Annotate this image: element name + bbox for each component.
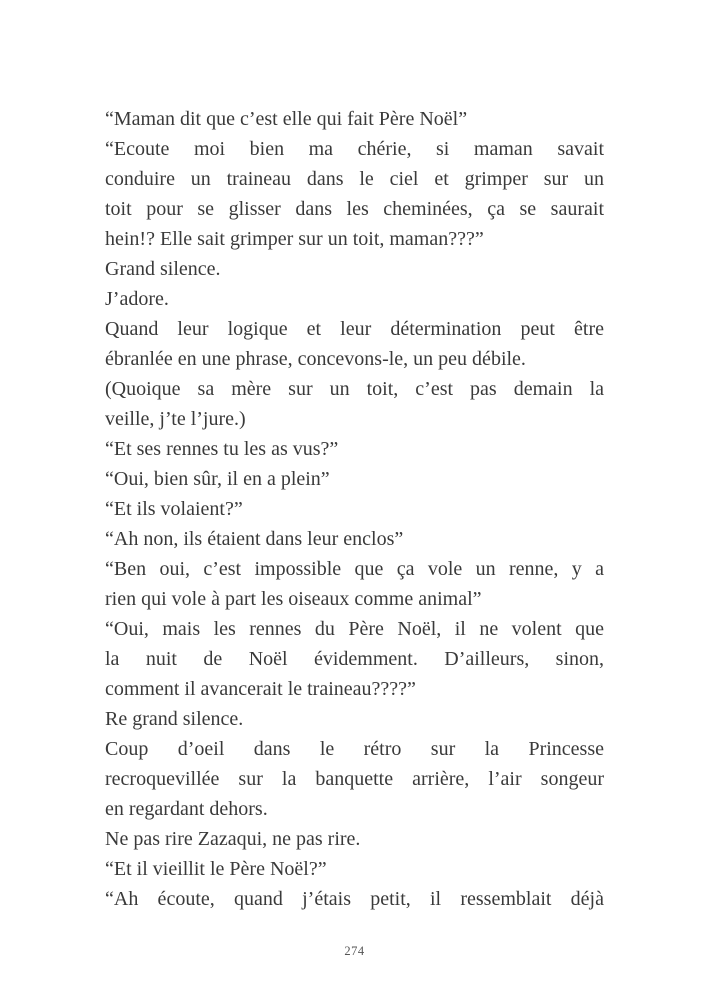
text-line: “Et ses rennes tu les as vus?” [105, 438, 339, 460]
text-line: “Et ils volaient?” [105, 498, 243, 520]
text-line: “Maman dit que c’est elle qui fait Père Noël” [105, 108, 468, 130]
text-line: hein!? Elle sait grimper sur un toit, maman???” [105, 228, 484, 250]
text-line: “Ah non, ils étaient dans leur enclos” [105, 528, 404, 550]
text-line: toit pour se glisser dans les cheminées, ça se saurait [105, 198, 604, 220]
text-line: recroquevillée sur la banquette arrière, l’air songeur [105, 768, 604, 790]
text-line: ébranlée en une phrase, concevons-le, un peu débile. [105, 348, 526, 370]
text-line: J’adore. [105, 288, 169, 310]
text-line: “Ecoute moi bien ma chérie, si maman savait [105, 138, 604, 160]
page-number: 274 [344, 944, 365, 958]
text-line: “Ah écoute, quand j’étais petit, il ressemblait déjà [105, 888, 604, 910]
text-line: Ne pas rire Zazaqui, ne pas rire. [105, 828, 361, 850]
text-line: “Ben oui, c’est impossible que ça vole un renne, y a [105, 558, 604, 580]
page-text [105, 104, 604, 914]
text-line: “Et il vieillit le Père Noël?” [105, 858, 327, 880]
text-line: rien qui vole à part les oiseaux comme animal” [105, 588, 482, 610]
text-line: Coup d’oeil dans le rétro sur la Princesse [105, 738, 604, 760]
text-line: “Oui, bien sûr, il en a plein” [105, 468, 330, 490]
text-line: la nuit de Noël évidemment. D’ailleurs, sinon, [105, 648, 604, 670]
text-line: en regardant dehors. [105, 798, 268, 820]
text-line: veille, j’te l’jure.) [105, 408, 246, 430]
text-line: comment il avancerait le traineau????” [105, 678, 416, 700]
text-line: conduire un traineau dans le ciel et grimper sur un [105, 168, 604, 190]
text-line: (Quoique sa mère sur un toit, c’est pas demain la [105, 378, 604, 400]
text-line: “Oui, mais les rennes du Père Noël, il ne volent que [105, 618, 604, 640]
text-line: Re grand silence. [105, 708, 244, 730]
text-line: Grand silence. [105, 258, 221, 280]
text-line: Quand leur logique et leur détermination peut être [105, 318, 604, 340]
